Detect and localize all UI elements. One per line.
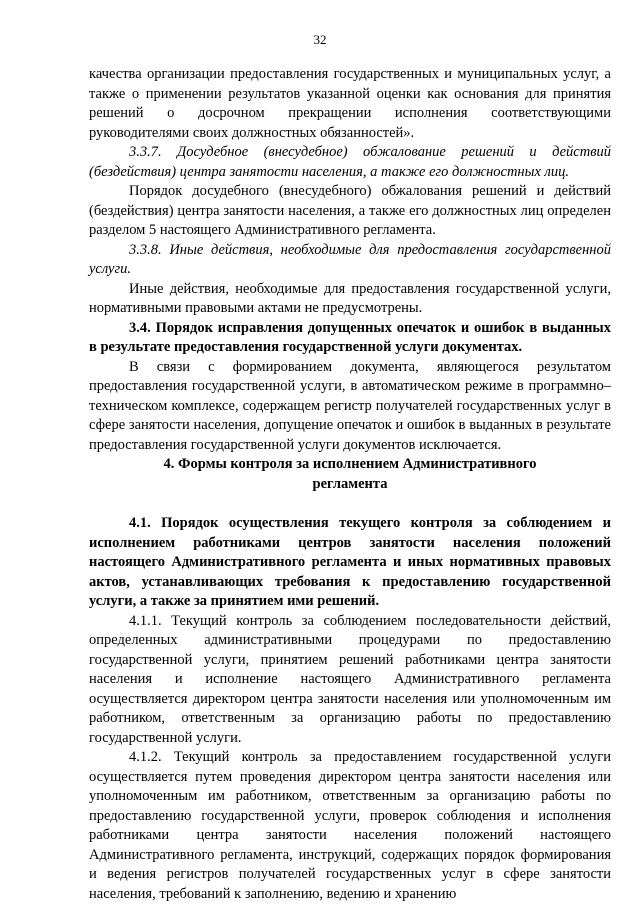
spacer [89,494,611,514]
subsection-heading-3-3-8: 3.3.8. Иные действия, необходимые для предоставления государственной услуги. [89,241,611,277]
paragraph-errors-excluded: В связи с формированием документа, являющегося результатом предоставления государственной услуги, в автоматическом режиме в программно–техническом комплексе, содержащем регистр получателей государственных услуг в сфере занятости населения, допущение опечаток и ошибок в выданных в результате предоставления государственной услуги документов исключается. [89,358,611,453]
document-body [89,65,611,904]
paragraph-other-actions: Иные действия, необходимые для предоставления государственной услуги, нормативными правовыми актами не предусмотрены. [89,280,611,316]
paragraph-appeal-procedure: Порядок досудебного (внесудебного) обжалования решений и действий (бездействия) центра занятости населения, а также его должностных лиц определен разделом 5 настоящего Административного регламента. [89,183,611,238]
chapter-heading-4: 4. Формы контроля за исполнением Административного регламента [163,456,537,492]
page-number: 32 [313,32,327,47]
section-heading-3-4: 3.4. Порядок исправления допущенных опечаток и ошибок в выданных в результате предоставления государственной услуги документах. [89,319,611,355]
paragraph-continuation: качества организации предоставления государственных и муниципальных услуг, а также о применении результатов указанной оценки как основания для принятия решений о досрочном прекращении исполнения соответствующими руководителями своих должностных обязанностей». [89,66,611,141]
subsection-heading-3-3-7: 3.3.7. Досудебное (внесудебное) обжалование решений и действий (бездействия) центра занятости населения, а также его должностных лиц. [89,144,611,180]
paragraph-4-1-1: 4.1.1. Текущий контроль за соблюдением последовательности действий, определенных административными процедурами по предоставлению государственной услуги, принятием решений работниками центра занятости населения и исполнение настоящего Административного регламента осуществляется директором центра занятости населения или уполномоченным им работником, ответственным за организацию работы по предоставлению государственной услуги. [89,612,611,746]
section-heading-4-1: 4.1. Порядок осуществления текущего контроля за соблюдением и исполнением работниками центров занятости населения положений настоящего Административного регламента и иных нормативных правовых актов, устанавливающих требования к предоставлению государственной услуги, а также за принятием ими решений. [89,515,611,609]
paragraph-4-1-2: 4.1.2. Текущий контроль за предоставлением государственной услуги осуществляется путем проведения директором центра занятости населения или уполномоченным им работником, ответственным за организацию работы по предоставлению государственной услуги, проверок соблюдения и исполнения работниками центра занятости населения положений настоящего Административного регламента, инструкций, содержащих порядок формирования и ведения регистров получателей государственных услуг в сфере занятости населения, требований к заполнению, ведению и хранению [89,749,611,902]
